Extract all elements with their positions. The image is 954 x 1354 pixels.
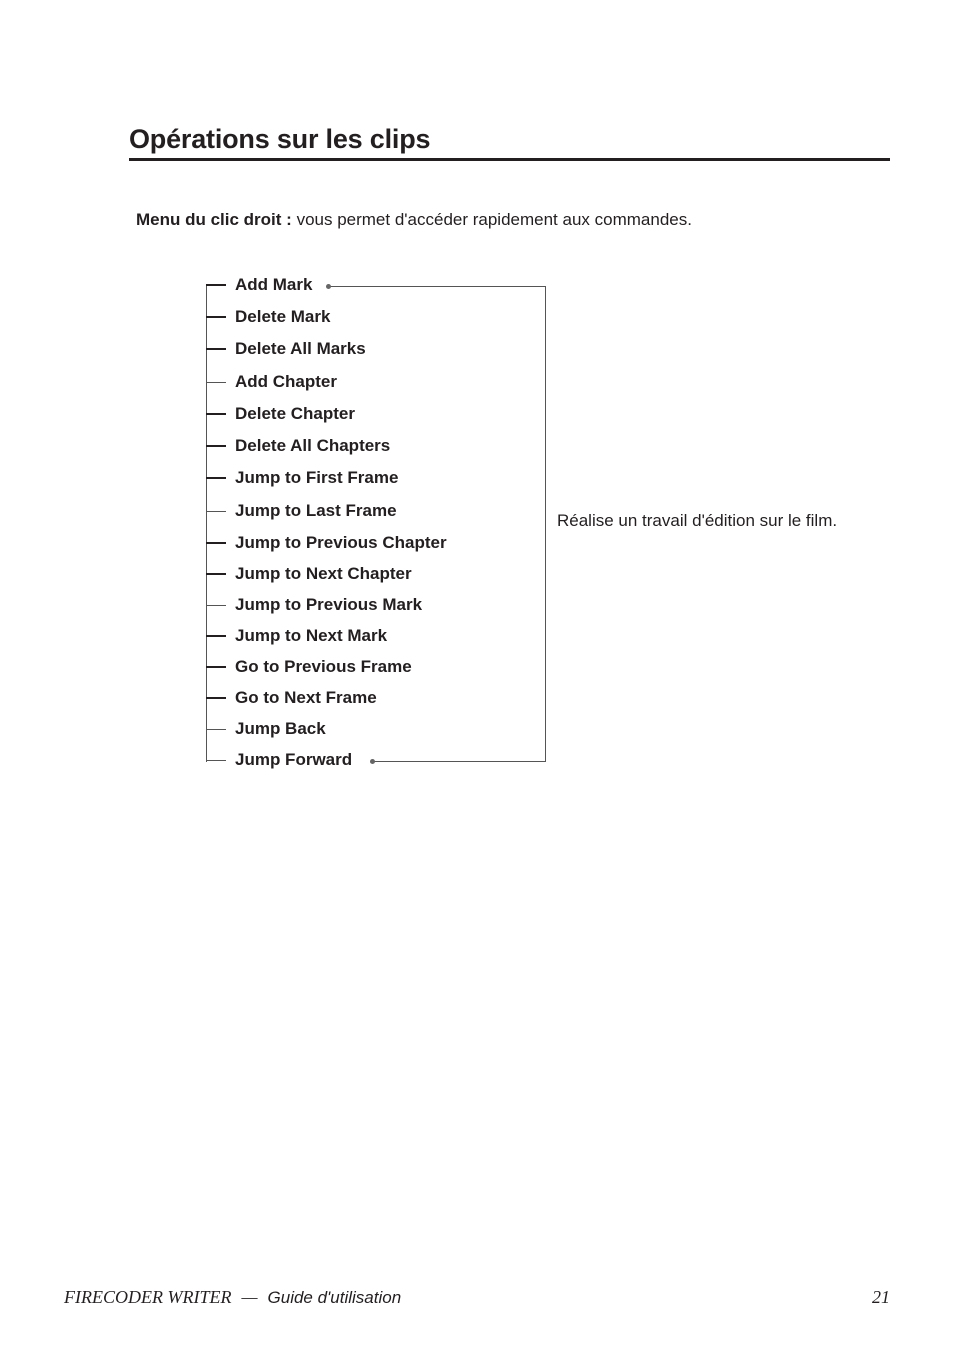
footer-title	[64, 1287, 401, 1308]
menu-item-tick	[206, 542, 226, 544]
menu-item-tick	[206, 477, 226, 479]
menu-item	[206, 500, 397, 522]
page-number: 21	[872, 1287, 890, 1307]
bracket-right-line	[545, 286, 546, 762]
menu-item-label: Delete Chapter	[235, 404, 355, 423]
menu-item	[206, 656, 412, 678]
menu-item-label: Jump to First Frame	[235, 468, 399, 487]
page-title: Opérations sur les clips	[129, 124, 431, 154]
menu-item-label: Go to Previous Frame	[235, 657, 412, 676]
menu-item-tick	[206, 573, 226, 575]
menu-item	[206, 563, 412, 585]
menu-item-label: Delete All Chapters	[235, 436, 391, 455]
menu-item-label: Jump to Last Frame	[235, 501, 397, 520]
menu-item-label: Jump Forward	[235, 750, 353, 769]
intro-text: vous permet d'accéder rapidement aux commandes.	[291, 210, 692, 229]
menu-item-tick	[206, 445, 226, 447]
menu-item-tick	[206, 284, 226, 286]
menu-item	[206, 625, 387, 647]
menu-item	[206, 274, 312, 296]
menu-item	[206, 718, 326, 740]
footer-product: FIRECODER WRITER	[64, 1287, 232, 1307]
menu-item-tick	[206, 605, 226, 606]
menu-item	[206, 594, 422, 616]
menu-item-label: Add Chapter	[235, 372, 337, 391]
menu-item-label: Delete Mark	[235, 307, 331, 326]
menu-item	[206, 467, 398, 489]
menu-item	[206, 403, 355, 425]
menu-item-tick	[206, 666, 226, 668]
menu-item-label: Jump to Previous Mark	[235, 595, 423, 614]
menu-item	[206, 306, 330, 328]
menu-description: Réalise un travail d'édition sur le film.	[557, 511, 838, 530]
menu-item-tick	[206, 697, 226, 699]
menu-item-tick	[206, 511, 226, 512]
menu-item-tick	[206, 413, 226, 415]
menu-item-label: Jump Back	[235, 719, 326, 738]
menu-item-tick	[206, 382, 226, 383]
menu-item-tick	[206, 635, 226, 637]
bracket-bottom-line	[374, 761, 546, 762]
menu-item-label: Go to Next Frame	[235, 688, 377, 707]
menu-item	[206, 435, 390, 457]
menu-item-label: Jump to Next Chapter	[235, 564, 412, 583]
footer-guide: Guide d'utilisation	[267, 1288, 402, 1307]
menu-item-label: Delete All Marks	[235, 339, 366, 358]
menu-item	[206, 687, 377, 709]
bracket-top-dot	[326, 284, 331, 289]
bracket-bottom-dot	[370, 759, 375, 764]
menu-item-label: Add Mark	[235, 275, 313, 294]
menu-item	[206, 749, 352, 771]
menu-item	[206, 371, 337, 393]
menu-item-tick	[206, 760, 226, 761]
menu-item-tick	[206, 316, 226, 318]
menu-item-label: Jump to Next Mark	[235, 626, 388, 645]
menu-item	[206, 532, 447, 554]
menu-item-tick	[206, 729, 226, 730]
bracket-top-line	[330, 286, 546, 287]
menu-item-tick	[206, 348, 226, 350]
intro-label: Menu du clic droit :	[136, 210, 292, 229]
menu-item	[206, 338, 366, 360]
footer-separator: —	[241, 1287, 258, 1307]
menu-item-label: Jump to Previous Chapter	[235, 533, 447, 552]
